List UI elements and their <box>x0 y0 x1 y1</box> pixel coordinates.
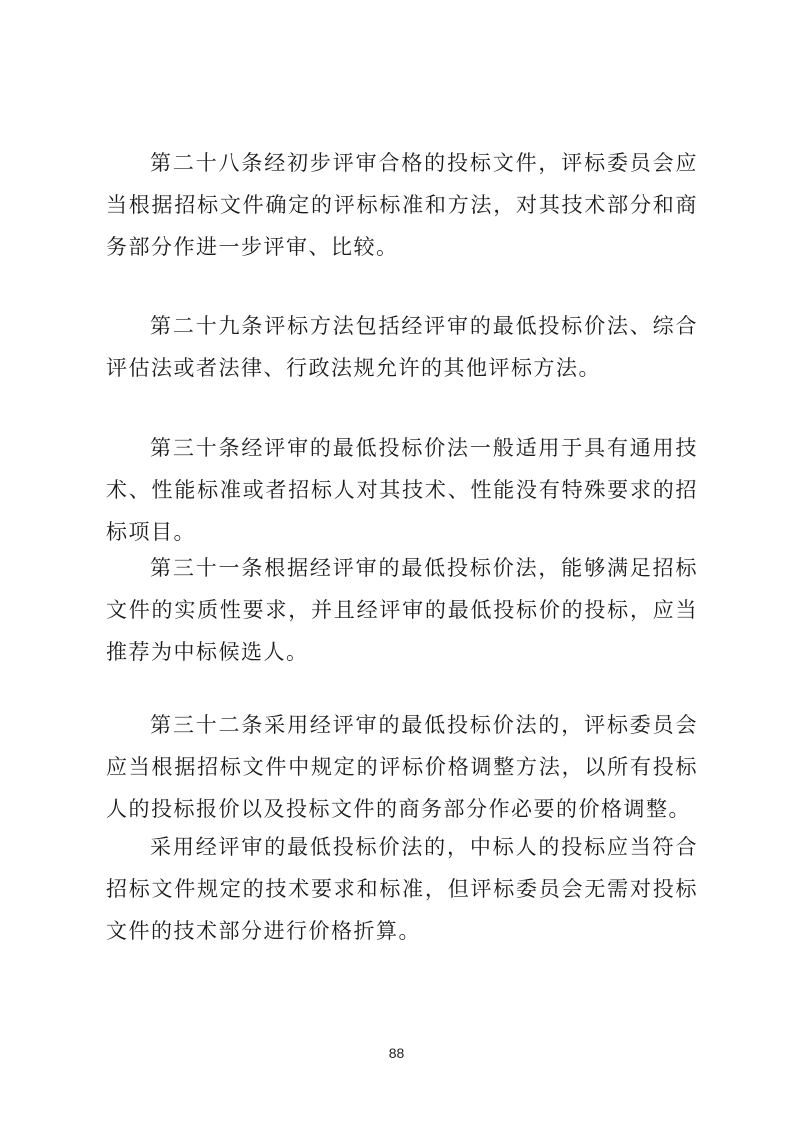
page-number: 88 <box>388 1045 405 1061</box>
article-31-paragraph: 第三十一条根据经评审的最低投标价法，能够满足招标文件的实质性要求，并且经评审的最低投标价的投标，应当推荐为中标候选人。 <box>106 556 698 664</box>
article-32-continuation-paragraph: 采用经评审的最低投标价法的，中标人的投标应当符合招标文件规定的技术要求和标准，但评标委员会无需对投标文件的技术部分进行价格折算。 <box>106 835 698 943</box>
article-30-paragraph: 第三十条经评审的最低投标价法一般适用于具有通用技术、性能标准或者招标人对其技术、性能没有特殊要求的招标项目。 <box>106 436 698 544</box>
article-32-paragraph: 第三十二条采用经评审的最低投标价法的，评标委员会应当根据招标文件中规定的评标价格调整方法，以所有投标人的投标报价以及投标文件的商务部分作必要的价格调整。 <box>106 713 698 821</box>
article-29-paragraph: 第二十九条评标方法包括经评审的最低投标价法、综合评估法或者法律、行政法规允许的其他评标方法。 <box>106 314 698 380</box>
article-28-paragraph: 第二十八条经初步评审合格的投标文件，评标委员会应当根据招标文件确定的评标标准和方法，对其技术部分和商务部分作进一步评审、比较。 <box>106 151 698 259</box>
